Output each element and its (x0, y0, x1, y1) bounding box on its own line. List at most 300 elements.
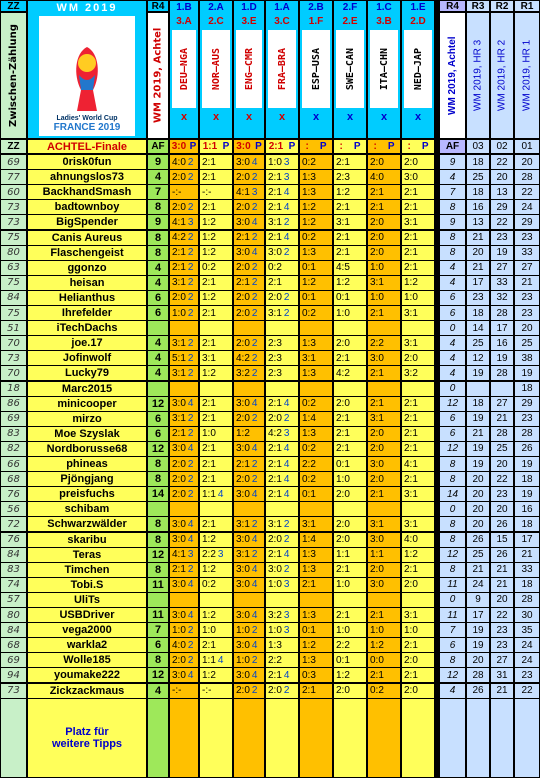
row-name[interactable]: ggonzo (28, 261, 146, 275)
result-p: P (353, 141, 361, 152)
row-tip (402, 200, 434, 214)
row-tip (266, 215, 298, 229)
row-tip (402, 457, 434, 471)
row-name[interactable]: phineas (28, 457, 146, 471)
row-r2: 16 (491, 336, 513, 350)
tip-points: 4 (187, 398, 194, 410)
tip-score: 0:1 (336, 654, 350, 666)
tip-points: 2 (187, 367, 194, 379)
row-tip (200, 653, 232, 667)
tip-score: 2:0 (268, 534, 282, 546)
tip-points: 2 (251, 292, 258, 304)
result-score: 2:1 (268, 141, 284, 152)
tip-score: 2:0 (236, 685, 250, 697)
tip-score: 1:0 (336, 307, 350, 319)
row-r3: 19 (467, 412, 489, 426)
tip-points: 4 (187, 518, 194, 530)
row-r4: 7 (148, 623, 168, 637)
row-tip (300, 472, 332, 486)
row-zz: 51 (1, 321, 26, 335)
row-tip (402, 623, 434, 637)
row-name[interactable]: Nordborusse68 (28, 442, 146, 456)
row-r4: 6 (148, 427, 168, 441)
row-tip (266, 231, 298, 245)
row-tip (170, 412, 198, 426)
match-code (236, 30, 262, 108)
row-tip (402, 291, 434, 305)
group-bottom: 2.D (410, 16, 426, 27)
row-r4: 8 (148, 231, 168, 245)
tip-score: 3:0 (236, 564, 250, 576)
row-tip (234, 578, 264, 592)
tip-score: 1:2 (202, 367, 216, 379)
row-name[interactable]: preisfuchs (28, 487, 146, 501)
result-p: P (288, 141, 296, 152)
footer-note (28, 699, 146, 777)
footer-hr (467, 699, 489, 777)
row-r3: 20 (467, 472, 489, 486)
row-r4 (148, 502, 168, 516)
tip-score: 4:2 (336, 367, 350, 379)
tip-score: 2:1 (268, 398, 282, 410)
row-tip (170, 200, 198, 214)
tip-score: 1:2 (404, 277, 418, 289)
group-bottom: 3.C (274, 16, 290, 27)
result-6 (334, 140, 366, 153)
tip-points: 2 (251, 367, 258, 379)
row-name[interactable]: Helianthus (28, 291, 146, 305)
tip-score: 0:1 (302, 624, 316, 636)
row-tip (170, 472, 198, 486)
row-r2: 23 (491, 487, 513, 501)
tip-score: 3:1 (404, 307, 418, 319)
tip-points: 2 (187, 247, 194, 259)
match-code (404, 30, 432, 108)
row-tip (200, 321, 232, 335)
row-tip (234, 487, 264, 501)
row-r3: 18 (467, 306, 489, 320)
tip-score: 1:2 (336, 669, 350, 681)
tip-points: 4 (283, 232, 290, 244)
tip-score: 3:1 (236, 549, 250, 561)
tip-score: 2:0 (404, 654, 418, 666)
tip-points: 2 (251, 277, 258, 289)
row-name[interactable]: skaribu (28, 533, 146, 547)
tip-score: 2:1 (370, 488, 384, 500)
tip-points: 2 (187, 171, 194, 183)
row-tip (170, 427, 198, 441)
row-af: 0 (440, 593, 465, 607)
row-tip (266, 472, 298, 486)
tip-score: 3:0 (268, 247, 282, 259)
row-zz: 75 (1, 306, 26, 320)
row-r1: 28 (515, 427, 539, 441)
row-tip (300, 155, 332, 169)
tip-score: 3:0 (370, 458, 384, 470)
tip-score: 3:0 (236, 443, 250, 455)
group-top: 2.F (342, 2, 358, 13)
tip-points: 2 (187, 488, 194, 500)
row-tip (402, 502, 434, 516)
row-tip (334, 668, 366, 682)
row-af: 7 (440, 623, 465, 637)
row-r3 (467, 382, 489, 396)
row-tip (334, 548, 366, 562)
row-tip (368, 397, 400, 411)
row-name[interactable]: USBDriver (28, 608, 146, 622)
row-name[interactable]: UliTs (28, 593, 146, 607)
row-name[interactable]: badtownboy (28, 200, 146, 214)
row-r1: 25 (515, 336, 539, 350)
row-tip (402, 382, 434, 396)
tip-score: 2:1 (268, 171, 282, 183)
row-tip (200, 291, 232, 305)
row-tip (300, 336, 332, 350)
row-tip (334, 397, 366, 411)
tip-score: 3:1 (268, 307, 282, 319)
row-tip (300, 517, 332, 531)
tip-score: 2:1 (236, 232, 250, 244)
tip-score: 2:2 (302, 458, 316, 470)
row-tip (402, 668, 434, 682)
group-top: 1.D (241, 2, 257, 13)
row-name[interactable]: Teras (28, 548, 146, 562)
match-x-mark: x (278, 111, 286, 123)
row-name[interactable]: schibam (28, 502, 146, 516)
row-zz: 60 (1, 185, 26, 199)
row-tip (300, 548, 332, 562)
row-name[interactable]: Jofinwolf (28, 351, 146, 365)
row-tip (334, 246, 366, 260)
tip-points: 2 (251, 413, 258, 425)
row-name[interactable]: BigSpender (28, 215, 146, 229)
match-header-8 (402, 1, 434, 138)
row-tip (170, 623, 198, 637)
tip-points: 2 (283, 247, 290, 259)
tip-points: 4 (283, 443, 290, 455)
row-tip (266, 502, 298, 516)
result-score: : (305, 141, 309, 152)
row-r3: 24 (467, 578, 489, 592)
tip-points: 4 (251, 156, 258, 168)
row-name[interactable]: heisan (28, 276, 146, 290)
row-tip (200, 382, 232, 396)
row-af: 14 (440, 487, 465, 501)
group-top: 1.C (376, 2, 392, 13)
tip-score: 2:0 (370, 428, 384, 440)
footer-hr (515, 699, 539, 777)
tip-points: 2 (251, 171, 258, 183)
tip-score: 2:1 (336, 564, 350, 576)
tip-score: 1:1 (370, 549, 384, 561)
row-r1: 26 (515, 442, 539, 456)
tip-points: 2 (187, 473, 194, 485)
row-name[interactable]: Pjöngjang (28, 472, 146, 486)
tip-score: 2:1 (172, 262, 186, 274)
tip-score: 3:0 (236, 579, 250, 591)
tip-score: 2:1 (268, 232, 282, 244)
result-score: 3:0 (236, 141, 251, 152)
tip-score: 2:1 (336, 352, 350, 364)
row-tip (266, 351, 298, 365)
tip-score: 2:1 (336, 413, 350, 425)
tip-points: 2 (187, 564, 194, 576)
row-name[interactable]: 0risk0fun (28, 155, 146, 169)
tip-score: 2:1 (370, 367, 384, 379)
row-tip (368, 276, 400, 290)
row-name[interactable]: Flaschengeist (28, 246, 146, 260)
row-r2: 32 (491, 291, 513, 305)
tip-score: 4:1 (172, 549, 186, 561)
row-tip (334, 200, 366, 214)
r2-header: R2 (491, 1, 513, 11)
row-tip (334, 608, 366, 622)
tip-score: 2:1 (202, 307, 216, 319)
row-r2: 17 (491, 321, 513, 335)
row-tip (368, 215, 400, 229)
tip-score: 2:0 (172, 171, 186, 183)
row-tip (266, 155, 298, 169)
match-x-mark: x (180, 111, 188, 123)
row-tip (234, 397, 264, 411)
tip-score: 3:0 (172, 534, 186, 546)
row-af: 8 (440, 200, 465, 214)
row-r3: 26 (467, 684, 489, 698)
row-r1: 27 (515, 261, 539, 275)
tip-points: 4 (251, 398, 258, 410)
row-tip (266, 306, 298, 320)
tip-score: 1:0 (268, 579, 282, 591)
row-name[interactable]: Wolle185 (28, 653, 146, 667)
row-tip (234, 185, 264, 199)
row-name[interactable]: vega2000 (28, 623, 146, 637)
tip-score: 4:1 (236, 186, 250, 198)
row-zz: 76 (1, 533, 26, 547)
tip-points: 2 (187, 654, 194, 666)
row-tip (266, 397, 298, 411)
tip-points: 4 (251, 639, 258, 651)
row-tip (170, 246, 198, 260)
row-tip (234, 366, 264, 380)
row-tip (402, 351, 434, 365)
row-name[interactable]: warkla2 (28, 638, 146, 652)
row-name[interactable]: iTechDachs (28, 321, 146, 335)
row-tip (300, 246, 332, 260)
row-name[interactable]: joe.17 (28, 336, 146, 350)
tip-score: -:- (202, 186, 212, 198)
tip-score: 1:1 (202, 654, 216, 666)
row-tip (300, 306, 332, 320)
footer-game (234, 699, 264, 777)
row-r1: 19 (515, 487, 539, 501)
row-tip (368, 306, 400, 320)
tip-score: 0:2 (302, 307, 316, 319)
row-r2: 27 (491, 653, 513, 667)
tip-score: 1:2 (202, 534, 216, 546)
tip-score: 2:0 (172, 473, 186, 485)
tip-score: 2:0 (236, 171, 250, 183)
row-tip (200, 563, 232, 577)
row-zz: 74 (1, 578, 26, 592)
tip-points: 2 (283, 685, 290, 697)
row-r2: 15 (491, 533, 513, 547)
tip-score: 3:0 (236, 247, 250, 259)
tip-score: 3:0 (236, 609, 250, 621)
tip-score: 1:4 (302, 413, 316, 425)
group-bottom: 3.E (241, 16, 257, 27)
row-name[interactable]: mirzo (28, 412, 146, 426)
row-r1: 35 (515, 623, 539, 637)
row-r4: 12 (148, 442, 168, 456)
tip-score: 2:1 (404, 639, 418, 651)
row-r2: 26 (491, 517, 513, 531)
match-x-mark: x (346, 111, 354, 123)
row-r4: 4 (148, 261, 168, 275)
row-name[interactable]: youmake222 (28, 668, 146, 682)
tip-points: 2 (187, 292, 194, 304)
row-tip (368, 321, 400, 335)
row-tip (334, 170, 366, 184)
row-tip (334, 185, 366, 199)
result-p: P (189, 141, 197, 152)
tip-score: 2:1 (172, 564, 186, 576)
tip-score: 1:0 (336, 579, 350, 591)
row-tip (170, 578, 198, 592)
row-tip (368, 246, 400, 260)
tip-score: 4:5 (336, 262, 350, 274)
row-tip (402, 593, 434, 607)
row-name[interactable]: Ihrefelder (28, 306, 146, 320)
row-name[interactable]: Schwarzwälder (28, 517, 146, 531)
tip-score: 3:0 (370, 352, 384, 364)
row-name[interactable]: minicooper (28, 397, 146, 411)
row-tip (368, 608, 400, 622)
row-tip (300, 291, 332, 305)
tip-score: 1:2 (202, 232, 216, 244)
tip-score: 2:1 (268, 669, 282, 681)
row-name[interactable]: Zickzackmaus (28, 684, 146, 698)
row-tip (334, 442, 366, 456)
row-r2: 19 (491, 246, 513, 260)
tip-score: 3:1 (202, 352, 216, 364)
row-zz: 84 (1, 548, 26, 562)
result-2 (200, 140, 232, 153)
row-r3: 25 (467, 548, 489, 562)
match-header-6 (334, 1, 366, 138)
tip-points: 3 (283, 171, 290, 183)
tip-points: 4 (283, 669, 290, 681)
row-name[interactable]: Moe Szyslak (28, 427, 146, 441)
row-tip (234, 351, 264, 365)
row-tip (200, 427, 232, 441)
row-af: 8 (440, 246, 465, 260)
row-tip (170, 336, 198, 350)
tip-score: 2:1 (202, 518, 216, 530)
row-tip (234, 382, 264, 396)
row-tip (234, 306, 264, 320)
row-tip (402, 366, 434, 380)
row-zz: 68 (1, 638, 26, 652)
row-tip (334, 457, 366, 471)
row-name[interactable]: BackhandSmash (28, 185, 146, 199)
row-tip (300, 457, 332, 471)
row-af: 11 (440, 578, 465, 592)
row-tip (368, 502, 400, 516)
tip-score: 2:0 (370, 232, 384, 244)
tip-score: 2:2 (336, 639, 350, 651)
tip-score: 2:3 (336, 171, 350, 183)
tip-score: 2:1 (404, 186, 418, 198)
tip-score: 2:1 (404, 232, 418, 244)
row-tip (266, 200, 298, 214)
tip-score: 2:1 (202, 458, 216, 470)
row-zz: 57 (1, 593, 26, 607)
tip-score: 4:0 (404, 534, 418, 546)
row-name[interactable]: ahnungslos73 (28, 170, 146, 184)
tip-score: 2:1 (202, 473, 216, 485)
tip-score: 2:1 (336, 609, 350, 621)
row-name[interactable]: Tobi.S (28, 578, 146, 592)
tip-points: 3 (283, 156, 290, 168)
tip-score: 1:3 (302, 428, 316, 440)
row-tip (170, 502, 198, 516)
row-tip (300, 366, 332, 380)
row-tip (368, 291, 400, 305)
row-name[interactable]: Canis Aureus (28, 231, 146, 245)
match-header-7 (368, 1, 400, 138)
row-af: 6 (440, 306, 465, 320)
row-r2: 21 (491, 684, 513, 698)
row-tip (200, 366, 232, 380)
row-name[interactable]: Timchen (28, 563, 146, 577)
row-r4: 6 (148, 306, 168, 320)
row-tip (368, 578, 400, 592)
tip-score: 0:1 (336, 458, 350, 470)
tip-points: 4 (251, 443, 258, 455)
tip-points: 2 (251, 352, 258, 364)
row-tip (300, 261, 332, 275)
row-tip (200, 442, 232, 456)
tip-score: 3:1 (268, 518, 282, 530)
row-tip (266, 623, 298, 637)
row-tip (200, 623, 232, 637)
row-r4: 11 (148, 578, 168, 592)
row-tip (266, 382, 298, 396)
row-tip (368, 472, 400, 486)
tip-score: 2:1 (236, 458, 250, 470)
row-tip (266, 684, 298, 698)
result-p: P (222, 141, 230, 152)
row-tip (170, 306, 198, 320)
row-name[interactable]: Marc2015 (28, 382, 146, 396)
row-tip (170, 261, 198, 275)
row-tip (402, 306, 434, 320)
tip-score: 2:0 (236, 473, 250, 485)
row-name[interactable]: Lucky79 (28, 366, 146, 380)
row-tip (200, 336, 232, 350)
group-top: 1.B (176, 2, 192, 13)
tip-score: 2:1 (404, 473, 418, 485)
tip-score: 0:2 (302, 156, 316, 168)
tip-score: 3:1 (172, 337, 186, 349)
row-tip (334, 517, 366, 531)
tip-points: 4 (217, 654, 224, 666)
row-r2: 22 (491, 472, 513, 486)
tip-score: 3:0 (236, 488, 250, 500)
tip-score: 3:1 (404, 337, 418, 349)
row-zz: 83 (1, 427, 26, 441)
tip-score: 1:2 (302, 216, 316, 228)
